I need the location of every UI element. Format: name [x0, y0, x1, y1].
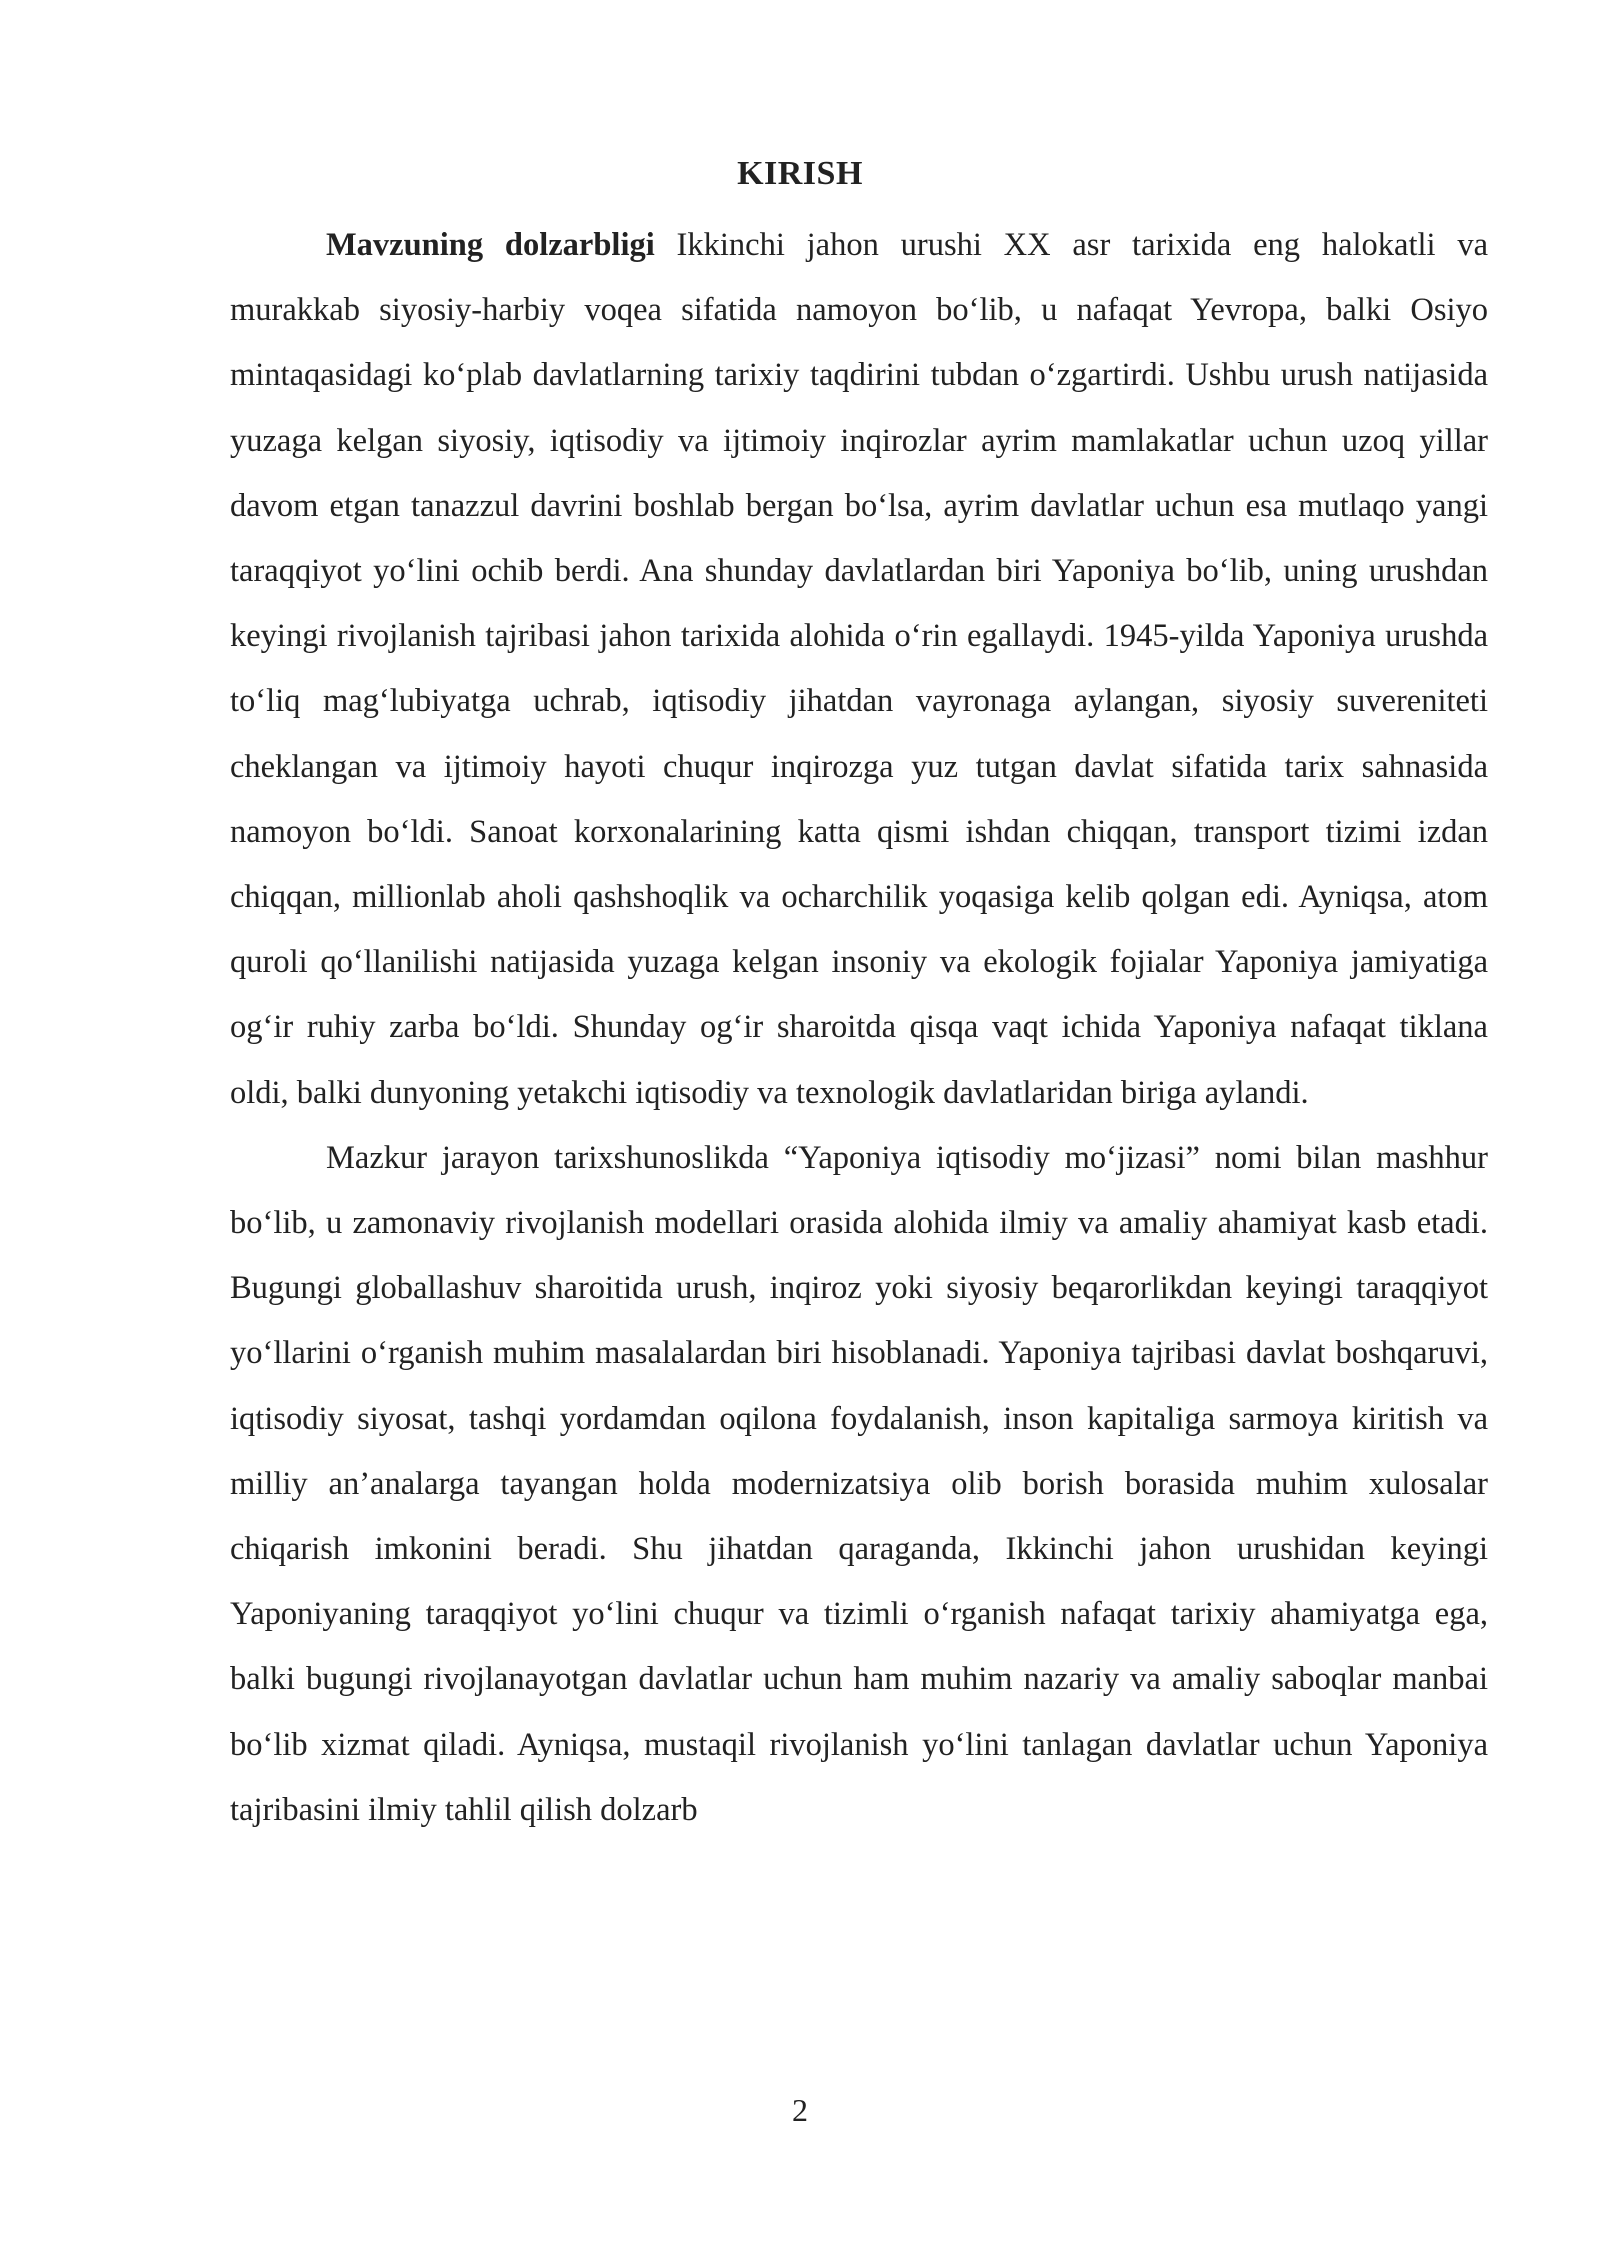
page-number: 2	[792, 2092, 808, 2128]
section-heading: KIRISH	[737, 155, 863, 192]
paragraph-relevance	[230, 213, 1488, 1126]
body-text	[230, 213, 1488, 1843]
paragraph-economic-miracle	[230, 1126, 1488, 1843]
paragraph-text: Mazkur jarayon tarixshunoslikda “Yaponiya iqtisodiy mo‘jizasi” nomi bilan mashhur bo‘lib, u zamonaviy rivojlanish modellari orasida alohida ilmiy va amaliy ahamiyat kasb etadi. Bugungi globallashuv sharoitida urush, inqiroz yoki siyosiy beqarorlikdan keyingi taraqqiyot yo‘llarini o‘rganish muhim masalalardan biri hisoblanadi. Yaponiya tajribasi davlat boshqaruvi, iqtisodiy siyosat, tashqi yordamdan oqilona foydalanish, inson kapitaliga sarmoya kiritish va milliy an’analarga tayangan holda modernizatsiya olib borish borasida muhim xulosalar chiqarish imkonini beradi. Shu jihatdan qaraganda, Ikkinchi jahon urushidan keyingi Yaponiyaning taraqqiyot yo‘lini chuqur va tizimli o‘rganish nafaqat tarixiy ahamiyatga ega, balki bugungi rivojlanayotgan davlatlar uchun ham muhim nazariy va amaliy saboqlar manbai bo‘lib xizmat qiladi. Ayniqsa, mustaqil rivojlanish yo‘lini tanlagan davlatlar uchun Yaponiya tajribasini ilmiy tahlil qilish dolzarb	[230, 1139, 1488, 1828]
paragraph-lead: Mavzuning dolzarbligi	[326, 227, 655, 263]
paragraph-text: Ikkinchi jahon urushi XX asr tarixida eng halokatli va murakkab siyosiy-harbiy voqea sifatida namoyon bo‘lib, u nafaqat Yevropa, balki Osiyo mintaqasidagi ko‘plab davlatlarning tarixiy taqdirini tubdan o‘zgartirdi. Ushbu urush natijasida yuzaga kelgan siyosiy, iqtisodiy va ijtimoiy inqirozlar ayrim mamlakatlar uchun uzoq yillar davom etgan tanazzul davrini boshlab bergan bo‘lsa, ayrim davlatlar uchun esa mutlaqo yangi taraqqiyot yo‘lini ochib berdi. Ana shunday davlatlardan biri Yaponiya bo‘lib, uning urushdan keyingi rivojlanish tajribasi jahon tarixida alohida o‘rin egallaydi. 1945-yilda Yaponiya urushda to‘liq mag‘lubiyatga uchrab, iqtisodiy jihatdan vayronaga aylangan, siyosiy suvereniteti cheklangan va ijtimoiy hayoti chuqur inqirozga yuz tutgan davlat sifatida tarix sahnasida namoyon bo‘ldi. Sanoat korxonalarining katta qismi ishdan chiqqan, transport tizimi izdan chiqqan, millionlab aholi qashshoqlik va ocharchilik yoqasiga kelib qolgan edi. Ayniqsa, atom quroli qo‘llanilishi natijasida yuzaga kelgan insoniy va ekologik fojialar Yaponiya jamiyatiga og‘ir ruhiy zarba bo‘ldi. Shunday og‘ir sharoitda qisqa vaqt ichida Yaponiya nafaqat tiklana oldi, balki dunyoning yetakchi iqtisodiy va texnologik davlatlaridan biriga aylandi.	[230, 227, 1488, 1111]
